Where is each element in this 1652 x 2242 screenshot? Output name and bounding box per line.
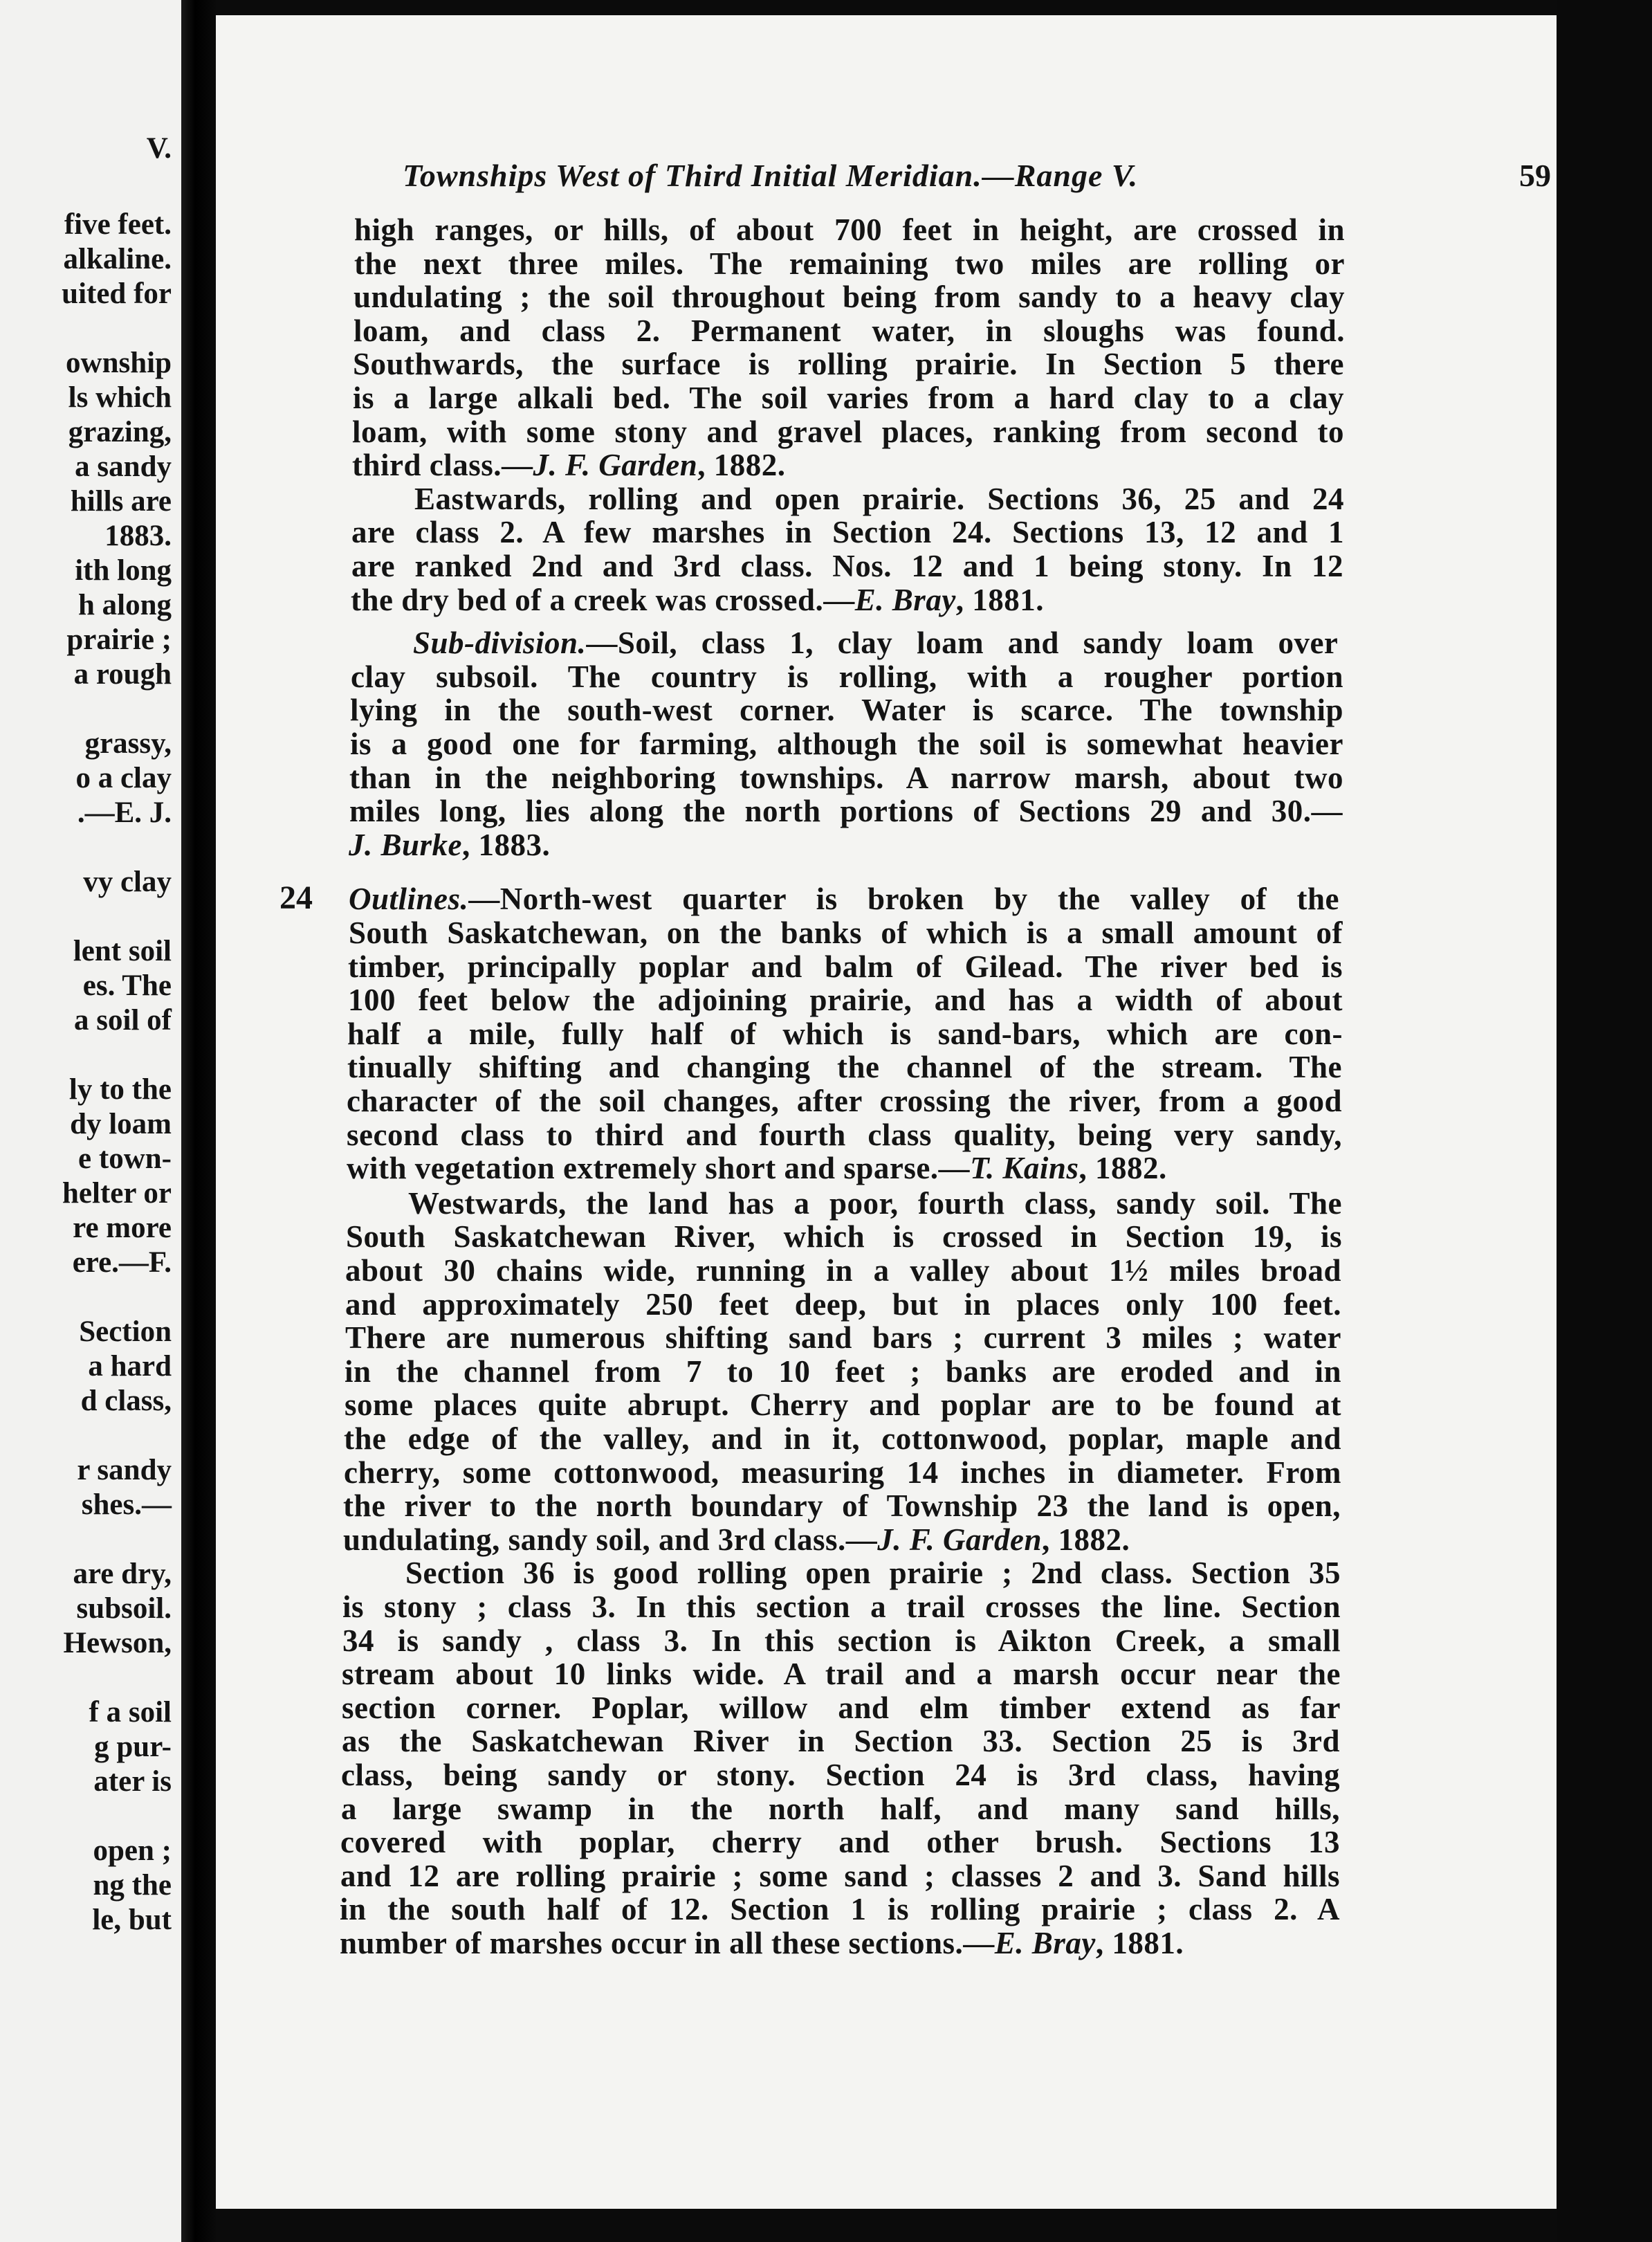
left-page-line: grassy,	[84, 727, 172, 760]
body-text-line: with vegetation extremely short and sparse.—T. Kains, 1882.	[347, 1151, 1167, 1185]
body-text-line: about 30 chains wide, running in a valley about 1½ miles broad	[345, 1253, 1341, 1288]
body-text-line: miles long, lies along the north portions of Sections 29 and 30.—	[349, 794, 1343, 828]
left-page-line: ls which	[68, 381, 172, 414]
township-number: 24	[279, 880, 313, 916]
body-text-line: South Saskatchewan, on the banks of which is a small amount of	[349, 915, 1343, 950]
left-page-line: hills are	[70, 485, 172, 518]
body-text-line: stream about 10 links wide. A trail and a marsh occur near the	[342, 1657, 1341, 1691]
left-facing-page	[0, 0, 181, 2242]
body-text-line: a large swamp in the north half, and many sand hills,	[341, 1792, 1340, 1826]
body-text-line: half a mile, fully half of which is sand-bars, which are con-	[347, 1017, 1343, 1051]
left-page-line: r sandy	[77, 1454, 172, 1486]
body-text-line: and 12 are rolling prairie ; some sand ; classes 2 and 3. Sand hills	[340, 1859, 1340, 1893]
body-text-line: the dry bed of a creek was crossed.—E. Bray, 1881.	[351, 583, 1045, 617]
body-text-line: lying in the south-west corner. Water is scarce. The township	[350, 693, 1343, 727]
left-page-line: a hard	[88, 1350, 172, 1383]
body-text-line: Outlines.—North-west quarter is broken by the valley of the	[349, 882, 1340, 916]
left-page-line: 1883.	[104, 520, 172, 552]
scan-border	[1557, 0, 1652, 2242]
left-page-line: subsoil.	[76, 1592, 172, 1625]
body-text-line: clay subsoil. The country is rolling, with a rougher portion	[351, 659, 1343, 694]
left-page-line: ly to the	[68, 1073, 172, 1106]
left-page-line: shes.—	[81, 1488, 172, 1521]
body-text-line: the edge of the valley, and in it, cottonwood, poplar, maple and	[344, 1421, 1341, 1456]
body-text-line: character of the soil changes, after crossing the river, from a good	[347, 1084, 1342, 1118]
body-text-line: 34 is sandy , class 3. In this section is Aikton Creek, a small	[342, 1623, 1341, 1658]
left-page-line: a sandy	[75, 450, 172, 483]
left-page-line: h along	[77, 589, 172, 621]
left-page-line: helter or	[62, 1177, 172, 1210]
left-page-line: g pur-	[94, 1731, 172, 1763]
left-page-line: o a clay	[75, 762, 172, 794]
left-page-line: e town-	[78, 1142, 172, 1175]
left-page-line: prairie ;	[66, 623, 172, 656]
left-page-line: Section	[79, 1315, 172, 1348]
left-page-line: f a soil	[89, 1696, 172, 1729]
page-number: 59	[1519, 158, 1551, 193]
body-text-line: is a large alkali bed. The soil varies from a hard clay to a clay	[353, 381, 1344, 415]
body-text-line: Sub-division.—Soil, class 1, clay loam and sandy loam over	[413, 626, 1339, 660]
left-page-line: a soil of	[74, 1004, 172, 1037]
body-text-line: Southwards, the surface is rolling prairie. In Section 5 there	[353, 347, 1344, 381]
left-page-line: le, but	[92, 1904, 172, 1936]
body-text-line: covered with poplar, cherry and other brush. Sections 13	[340, 1825, 1340, 1859]
left-page-line: d class,	[80, 1385, 172, 1417]
running-header	[403, 157, 1551, 199]
body-text-line: and approximately 250 feet deep, but in places only 100 feet.	[345, 1287, 1341, 1322]
book-gutter	[181, 0, 216, 2242]
left-page-line: ng the	[93, 1869, 172, 1902]
left-page-line: V.	[146, 132, 172, 165]
right-page	[216, 15, 1557, 2209]
left-page-line: es. The	[82, 969, 172, 1002]
left-page-line: are dry,	[73, 1558, 172, 1590]
body-text-line: third class.—J. F. Garden, 1882.	[352, 448, 786, 482]
body-text-line: the river to the north boundary of Township 23 the land is open,	[343, 1488, 1341, 1523]
body-text-line: as the Saskatchewan River in Section 33. Section 25 is 3rd	[342, 1724, 1340, 1758]
body-text-line: are class 2. A few marshes in Section 24. Sections 13, 12 and 1	[351, 515, 1344, 549]
body-text-line: 100 feet below the adjoining prairie, and has a width of about	[348, 983, 1343, 1017]
left-page-line: ith long	[75, 554, 172, 587]
left-page-line: grazing,	[68, 416, 172, 448]
body-text-line: There are numerous shifting sand bars ; current 3 miles ; water	[345, 1320, 1341, 1355]
body-text-line: timber, principally poplar and balm of Gilead. The river bed is	[348, 949, 1343, 984]
body-text-line: in the south half of 12. Section 1 is rolling prairie ; class 2. A	[340, 1892, 1340, 1926]
left-page-line: re more	[73, 1212, 172, 1244]
left-page-line: alkaline.	[63, 243, 172, 275]
body-text-line: in the channel from 7 to 10 feet ; banks are eroded and in	[345, 1354, 1341, 1389]
body-text-line: undulating, sandy soil, and 3rd class.—J. F. Garden, 1882.	[343, 1522, 1130, 1557]
left-page-line: a rough	[73, 658, 172, 691]
left-page-line: vy clay	[83, 866, 172, 898]
body-text-line: Eastwards, rolling and open prairie. Sections 36, 25 and 24	[414, 482, 1344, 516]
left-page-line: uited for	[62, 277, 172, 310]
body-text-line: undulating ; the soil throughout being from sandy to a heavy clay	[354, 280, 1345, 314]
left-page-line: five feet.	[64, 208, 172, 241]
body-text-line: high ranges, or hills, of about 700 feet in height, are crossed in	[354, 212, 1345, 247]
body-text-line: are ranked 2nd and 3rd class. Nos. 12 and 1 being stony. In 12	[351, 549, 1343, 583]
left-page-line: Hewson,	[63, 1627, 172, 1659]
body-text-line: tinually shifting and changing the channel of the stream. The	[347, 1050, 1342, 1084]
body-text-line: section corner. Poplar, willow and elm timber extend as far	[342, 1690, 1341, 1725]
body-text-line: is stony ; class 3. In this section a trail crosses the line. Section	[342, 1589, 1341, 1624]
left-page-line: ater is	[93, 1765, 172, 1798]
left-page-line: dy loam	[70, 1108, 172, 1140]
body-text-line: South Saskatchewan River, which is crossed in Section 19, is	[346, 1219, 1342, 1254]
body-text-line: some places quite abrupt. Cherry and poplar are to be found at	[345, 1387, 1341, 1422]
page-header-title: Townships West of Third Initial Meridian.—Range V.	[403, 158, 1139, 193]
body-text-line: the next three miles. The remaining two miles are rolling or	[354, 246, 1345, 281]
body-text-line: Westwards, the land has a poor, fourth class, sandy soil. The	[408, 1186, 1342, 1221]
left-page-line: ownship	[66, 347, 172, 379]
body-text-line: class, being sandy or stony. Section 24 is 3rd class, having	[341, 1758, 1340, 1792]
left-page-line: ere.—F.	[72, 1246, 172, 1279]
left-page-line: lent soil	[73, 935, 172, 967]
body-text-line: number of marshes occur in all these sections.—E. Bray, 1881.	[340, 1926, 1184, 1960]
left-page-line: .—E. J.	[77, 796, 172, 829]
body-text-line: than in the neighboring townships. A narrow marsh, about two	[349, 760, 1343, 795]
body-text-line: J. Burke, 1883.	[349, 828, 551, 862]
left-page-line: open ;	[93, 1834, 172, 1867]
body-text-line: Section 36 is good rolling open prairie ; 2nd class. Section 35	[405, 1556, 1341, 1590]
body-text-line: cherry, some cottonwood, measuring 14 inches in diameter. From	[344, 1455, 1341, 1490]
body-text-line: loam, and class 2. Permanent water, in sloughs was found.	[354, 313, 1345, 348]
body-text-line: is a good one for farming, although the soil is somewhat heavier	[350, 727, 1343, 761]
body-text-line: second class to third and fourth class quality, being very sandy,	[347, 1118, 1342, 1152]
body-text-line: loam, with some stony and gravel places, ranking from second to	[352, 414, 1344, 449]
